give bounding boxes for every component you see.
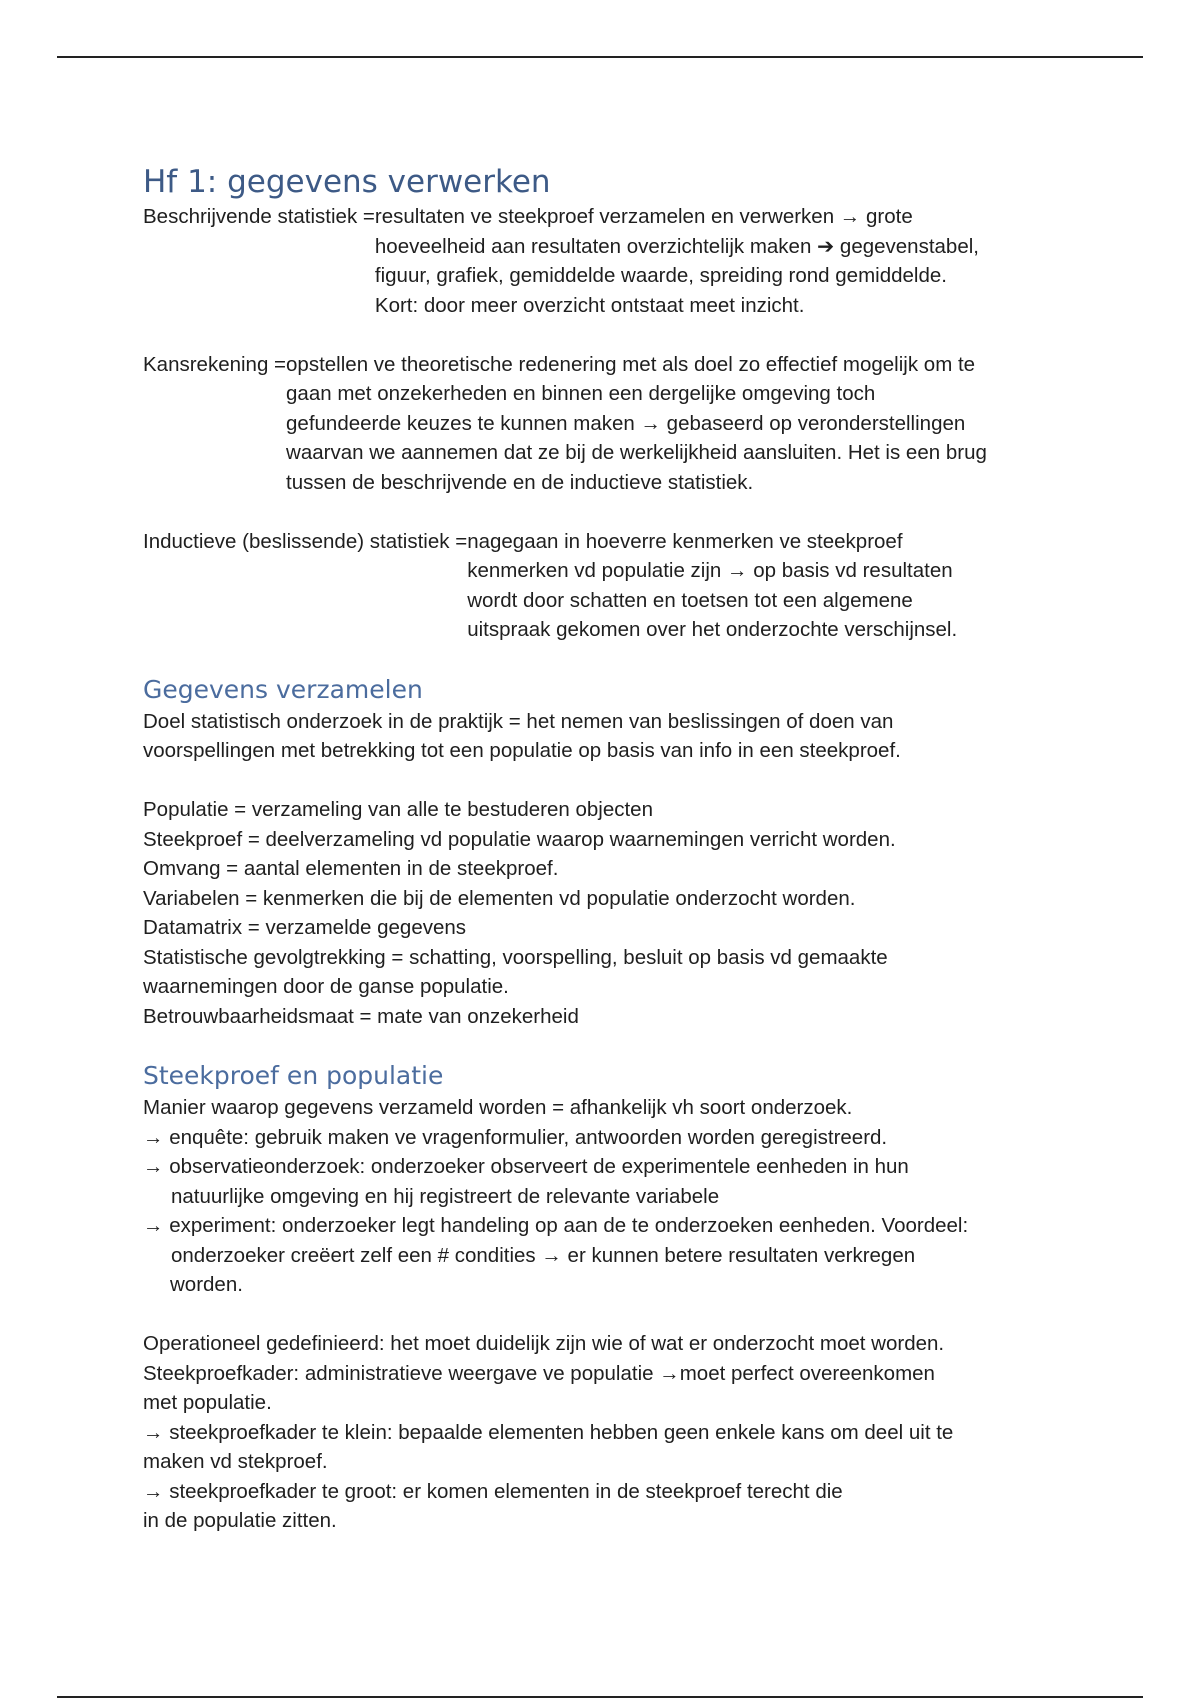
paragraph-line: voorspellingen met betrekking tot een populatie op basis van info in een steekproef. [143,739,901,762]
header-rule [57,56,1143,58]
footer-rule [57,1696,1143,1698]
def-line: figuur, grafiek, gemiddelde waarde, spreiding rond gemiddelde. [374,264,947,287]
paragraph-line: met populatie. [143,1391,272,1414]
document-body [143,162,1063,1536]
paragraph-line: Manier waarop gegevens verzameld worden = afhankelijk vh soort onderzoek. [143,1096,853,1119]
paragraph-line: → steekproefkader te groot: er komen elementen in de steekproef terecht diе [143,1479,843,1503]
def-line: tussen de beschrijvende en de inductieve statistiek. [286,470,754,494]
def-line: wordt door schatten en toetsen tot een algemene [467,588,913,612]
bullet-observatie: → observatieonderzoek: onderzoeker observeert de experimentele eenheden in hun [143,1155,909,1178]
def-line: gefundeerde keuzes te kunnen maken → gebaseerd op veronderstellingen [286,411,966,435]
bullet-experiment: → experiment: onderzoeker legt handeling op aan de te onderzoeken eenheden. Voordeel: [143,1214,969,1237]
term-beschrijvende: Beschrijvende statistiek = [143,205,375,228]
def-beschrijvende-statistiek [143,202,1063,320]
paragraph-line: in de populatie zitten. [143,1509,337,1532]
def-line: Kort: door meer overzicht ontstaat meet inzicht. [374,293,805,317]
def-line: opstellen ve theoretische redenering met als doel zo effectief mogelijk om te [286,352,976,376]
term-kansrekening: Kansrekening = [143,352,287,376]
paragraph-line: Doel statistisch onderzoek in de praktijk = het nemen van beslissingen of doen van [143,709,894,733]
paragraph-line: Operationeel gedefinieerd: het moet duidelijk zijn wie of wat er onderzocht moet worden. [143,1332,945,1355]
def-line: kenmerken vd populatie zijn → op basis vd resultaten [467,559,953,582]
heading-steekproef-populatie: Steekproef en populatie [143,1061,444,1090]
def-line: nagegaan in hoeverre kenmerken ve steekproef [467,529,903,553]
paragraph-line: → steekproefkader te klein: bepaalde elementen hebben geen enkele kans om deel uit te [143,1420,954,1444]
def-line: hoeveelheid aan resultaten overzichtelijk maken ➔ gegevenstabel, [374,234,979,258]
bullet-experiment-cont: worden. [170,1273,243,1296]
heading-hf1: Hf 1: gegevens verwerken [143,164,551,200]
def-line: waarvan we aannemen dat ze bij de werkelijkheid aansluiten. Het is een brug [286,441,987,464]
paragraph-line: Steekproefkader: administratieve weergave ve populatie →moet perfect overeenkomen [143,1361,935,1385]
definition-gevolgtrekking: Statistische gevolgtrekking = schatting, voorspelling, besluit op basis vd gemaakte [143,945,888,969]
definition-populatie: Populatie = verzameling van alle te bestuderen objecten [143,798,653,821]
definition-betrouwbaarheidsmaat: Betrouwbaarheidsmaat = mate van onzekerheid [143,1004,579,1028]
term-inductieve: Inductieve (beslissende) statistiek = [143,529,468,553]
bullet-experiment-cont: onderzoeker creëert zelf een # condities → er kunnen betere resultaten verkregen [171,1243,916,1267]
paragraph-line: maken vd stekproef. [143,1450,328,1473]
bullet-enquete: → enquête: gebruik maken ve vragenformulier, antwoorden worden geregistreerd. [143,1125,888,1149]
definition-variabelen: Variabelen = kenmerken die bij de elementen vd populatie onderzocht worden. [143,886,856,910]
bullet-observatie-cont: natuurlijke omgeving en hij registreert de relevante variabele [171,1184,720,1208]
definition-gevolgtrekking-cont: waarnemingen door de ganse populatie. [143,975,509,998]
definition-steekproef: Steekproef = deelverzameling vd populatie waarop waarnemingen verricht worden. [143,827,896,851]
definition-datamatrix: Datamatrix = verzamelde gegevens [143,916,467,939]
def-line: gaan met onzekerheden en binnen een dergelijke omgeving toch [286,382,876,405]
definition-omvang: Omvang = aantal elementen in de steekproef. [143,857,559,880]
def-line: resultaten ve steekproef verzamelen en verwerken → grote [374,205,913,228]
heading-gegevens-verzamelen: Gegevens verzamelen [143,674,423,704]
def-line: uitspraak gekomen over het onderzochte verschijnsel. [467,618,958,641]
def-kansrekening [143,350,1063,498]
def-inductieve-statistiek [143,527,1063,645]
